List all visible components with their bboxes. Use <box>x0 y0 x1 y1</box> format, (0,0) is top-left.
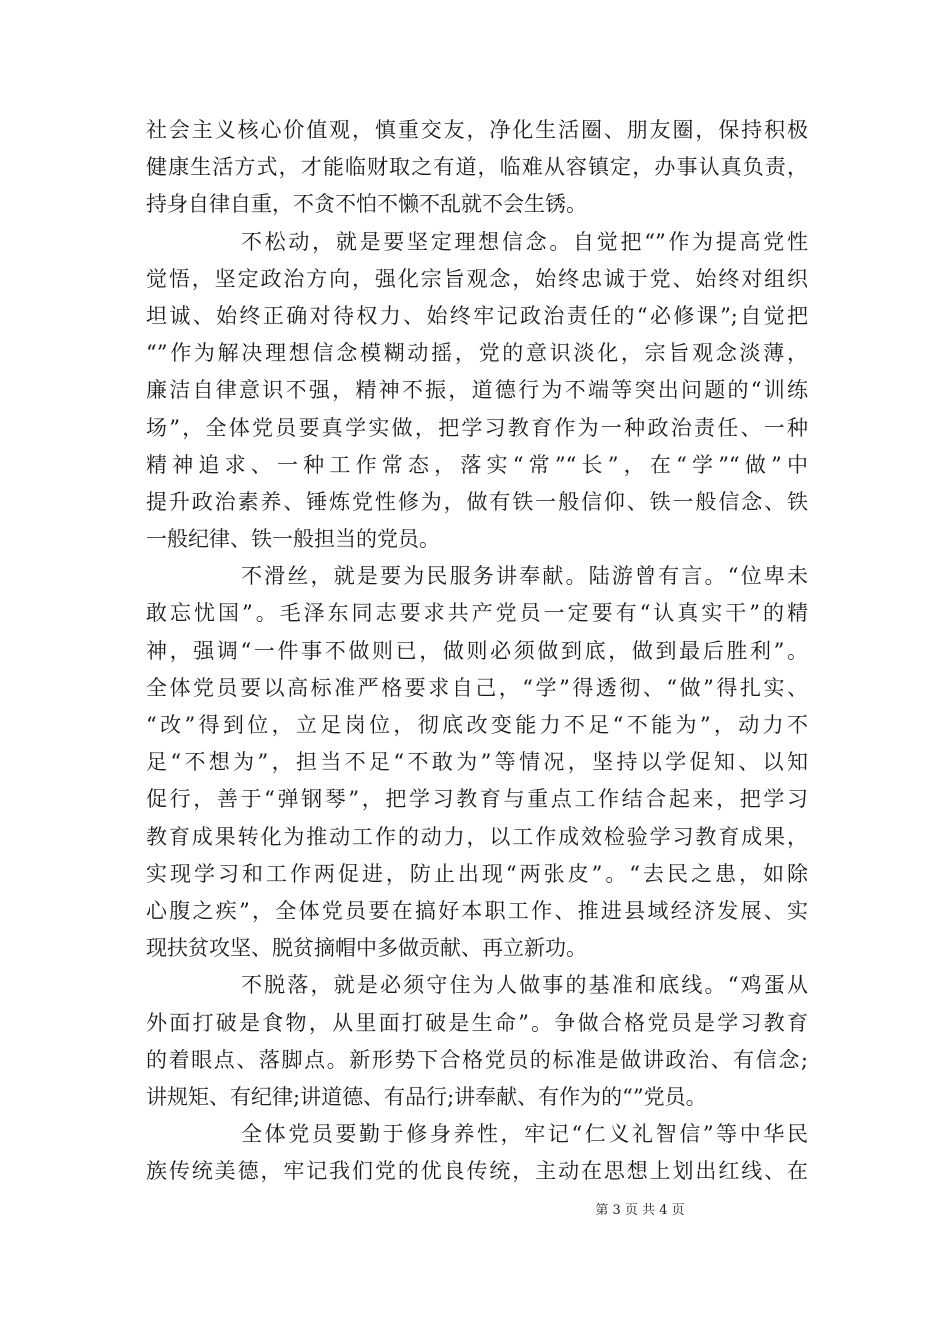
text-line: 现扶贫攻坚、脱贫摘帽中多做贡献、再立新功。 <box>146 936 587 961</box>
text-line: 心腹之疾”，全体党员要在搞好本职工作、推进县域经济发展、实 <box>146 898 808 923</box>
paragraph-start-line: 不松动，就是要坚定理想信念。自觉把“”作为提高党性 <box>241 229 808 254</box>
paragraph-start-line: 全体党员要勤于修身养性，牢记“仁义礼智信”等中华民 <box>241 1122 808 1147</box>
text-line: 的着眼点、落脚点。新形势下合格党员的标准是做讲政治、有信念; <box>146 1047 808 1072</box>
text-line: 促行，善于“弹钢琴”，把学习教育与重点工作结合起来，把学习 <box>146 787 808 812</box>
text-line: 持身自律自重，不贪不怕不懒不乱就不会生锈。 <box>146 192 587 217</box>
document-body <box>146 112 808 1190</box>
text-line: 场”，全体党员要真学实做，把学习教育作为一种政治责任、一种 <box>146 415 808 440</box>
text-line: 觉悟，坚定政治方向，强化宗旨观念，始终忠诚于党、始终对组织 <box>146 266 808 291</box>
text-line: 足“不想为”，担当不足“不敢为”等情况，坚持以学促知、以知 <box>146 750 808 775</box>
text-line: 社会主义核心价值观，慎重交友，净化生活圈、朋友圈，保持积极 <box>146 118 808 142</box>
text-line: 全体党员要以高标准严格要求自己，“学”得透彻、“做”得扎实、 <box>146 675 808 700</box>
text-line: 健康生活方式，才能临财取之有道，临难从容镇定，办事认真负责， <box>146 155 808 180</box>
paragraph-start-line: 不脱落，就是必须守住为人做事的基准和底线。“鸡蛋从 <box>241 973 808 998</box>
text-line: 廉洁自律意识不强，精神不振，道德行为不端等突出问题的“训练 <box>146 378 808 403</box>
text-line: 敢忘忧国”。毛泽东同志要求共产党员一定要有“认真实干”的精 <box>146 601 808 626</box>
page-number: 第 3 页 共 4 页 <box>595 1203 685 1218</box>
text-line: “改”得到位，立足岗位，彻底改变能力不足“不能为”，动力不 <box>146 713 808 737</box>
text-line: 实现学习和工作两促进，防止出现“两张皮”。“去民之患，如除 <box>146 861 808 886</box>
text-line: “”作为解决理想信念模糊动摇，党的意识淡化，宗旨观念淡薄， <box>146 341 808 366</box>
text-line: 精神追求、一种工作常态，落实“常”“长”，在“学”“做”中 <box>146 452 808 477</box>
text-line: 外面打破是食物，从里面打破是生命”。争做合格党员是学习教育 <box>146 1010 808 1035</box>
text-line: 讲规矩、有纪律;讲道德、有品行;讲奉献、有作为的“”党员。 <box>146 1084 707 1109</box>
text-line: 提升政治素养、锤炼党性修为，做有铁一般信仰、铁一般信念、铁 <box>146 489 808 514</box>
text-line: 教育成果转化为推动工作的动力，以工作成效检验学习教育成果， <box>146 824 808 849</box>
text-line: 坦诚、始终正确对待权力、始终牢记政治责任的“必修课”;自觉把 <box>146 303 808 328</box>
page-footer <box>0 1202 950 1220</box>
text-line: 族传统美德，牢记我们党的优良传统，主动在思想上划出红线、在 <box>146 1159 808 1184</box>
paragraph-start-line: 不滑丝，就是要为民服务讲奉献。陆游曾有言。“位卑未 <box>241 564 808 589</box>
text-line: 神，强调“一件事不做则已，做则必须做到底，做到最后胜利”。 <box>146 638 808 663</box>
text-line: 一般纪律、铁一般担当的党员。 <box>146 527 440 552</box>
